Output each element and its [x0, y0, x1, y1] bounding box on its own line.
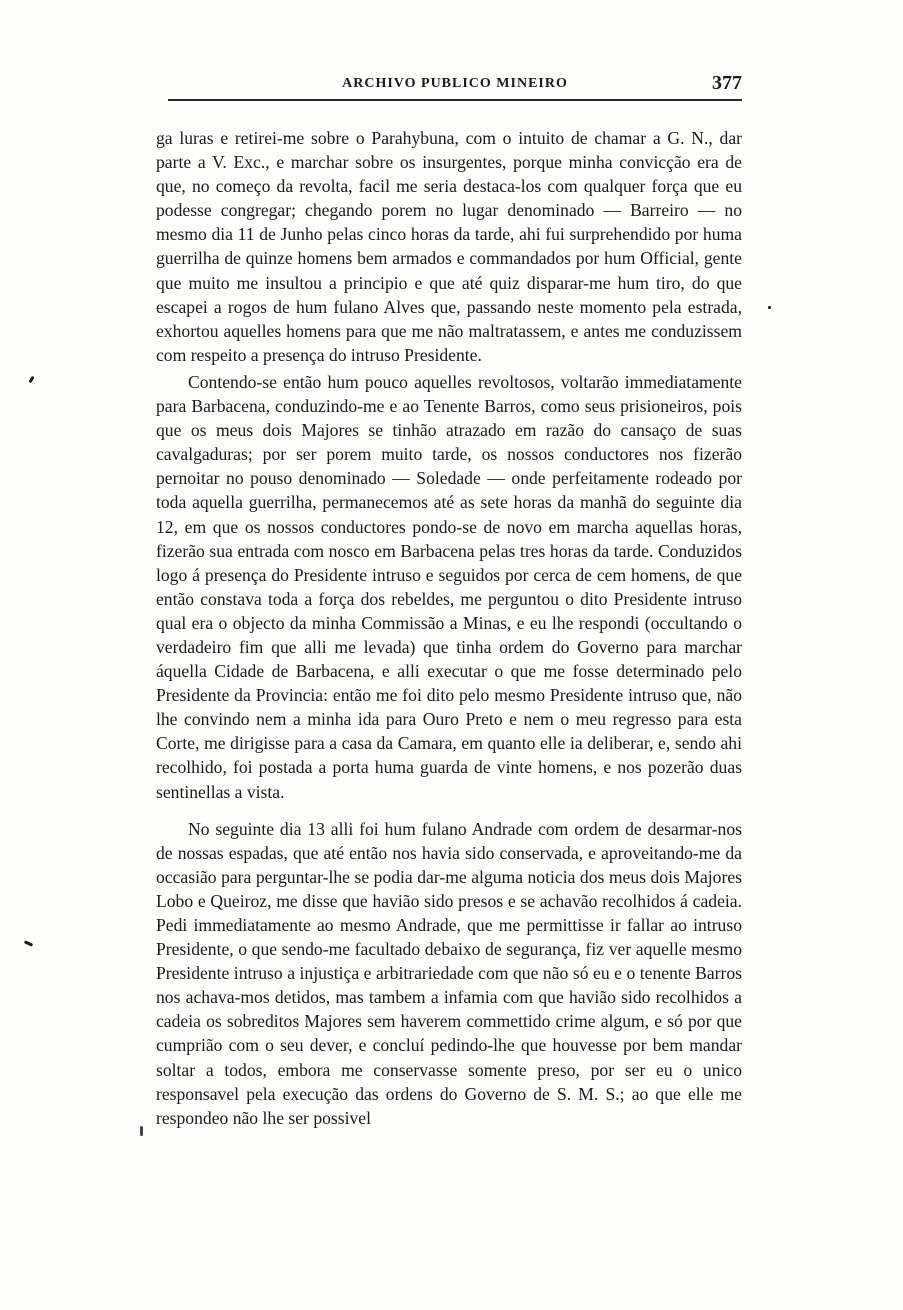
body-text — [156, 126, 742, 1130]
paragraph-continued: ga luras e retirei-me sobre o Parahybuna, com o intuito de chamar a G. N., dar parte a V. Exc., e marchar sobre os insurgentes, porque minha convicção era de que, no começo da revolta, facil me seria destaca-los com qualquer força que eu podesse congregar; chegando porem no lugar denominado — Barreiro — no mesmo dia 11 de Junho pelas cinco horas da tarde, ahi fui surprehendido por huma guerrilha de quinze homens bem armados e commandados por hum Official, gente que muito me insultou a principio e que até quiz disparar-me hum tiro, do que escapei a rogos de hum fulano Alves que, passando neste momento pela estrada, exhortou aquelles homens para que me não maltratassem, e antes me conduzissem com respeito a presença do intruso Presidente. — [156, 128, 742, 365]
paragraph-prisoners-barbacena: Contendo-se então hum pouco aquelles revoltosos, voltarão immediatamente para Barbacena, conduzindo-me e ao Tenente Barros, como seus prisioneiros, pois que os meus dois Majores se tinhão atrazado em razão do cansaço de suas cavalgaduras; por ser porem muito tarde, os nossos conductores nos fizerão pernoitar no pouso denominado — Soledade — onde perfeitamente rodeado por toda aquella guerrilha, permanecemos até as sete horas da manhã do seguinte dia 12, em que os nossos conductores pondo-se de novo em marcha aquellas horas, fizerão sua entrada com nosco em Barbacena pelas tres horas da tarde. Conduzidos logo á presença do Presidente intruso e seguidos por cerca de cem homens, de que então constava toda a força dos rebeldes, me perguntou o dito Presidente intruso qual era o objecto da minha Commissão a Minas, e eu lhe respondi (occultando o verdadeiro fim que alli me levada) que tinha ordem do Governo para marchar áquella Cidade de Barbacena, e alli executar o que me fosse determinado pelo Presidente da Provincia: então me foi dito pelo mesmo Presidente intruso que, não lhe convindo nem a minha ida para Ouro Preto e nem o meu regresso para esta Corte, me dirigisse para a casa da Camara, em quanto elle ia deliberar, e, sendo ahi recolhido, foi postada a porta huma guarda de vinte homens, e nos pozerão duas sentinellas a vista. — [156, 371, 742, 802]
running-head — [168, 68, 742, 108]
paragraph-dia-13: No seguinte dia 13 alli foi hum fulano Andrade com ordem de desarmar-nos de nossas espadas, que até então nos havia sido conservada, e aproveitando-me da occasião para perguntar-lhe se podia dar-me alguma noticia dos meus dois Majores Lobo e Queiroz, me disse que havião sido presos e se achavão recolhidos á cadeia. Pedi immediatamente ao mesmo Andrade, que me permittisse ir fallar ao intruso Presidente, o que sendo-me facultado debaixo de segurança, fiz ver aquelle mesmo Presidente intruso a injustiça e arbitrariedade com que não só eu e o tenente Barros nos achava-mos detidos, mas tambem a infamia com que havião sido recolhidos a cadeia os sobreditos Majores sem haverem commettido crime algum, e só por que cumprião com o seu dever, e concluí pedindo-lhe que houvesse por bem mandar soltar a todos, embora me conservasse somente preso, por ser eu o unico responsavel pela execução das ordens do Governo de S. M. S.; ao que elle me respondeo não lhe ser possivel — [156, 818, 742, 1128]
page-number: 377 — [712, 72, 742, 94]
margin-pencil-mark — [24, 940, 33, 947]
margin-pencil-mark — [140, 1126, 143, 1136]
margin-speck — [768, 306, 771, 309]
header-rule — [168, 99, 742, 101]
margin-pencil-mark — [28, 376, 34, 384]
running-title: ARCHIVO PUBLICO MINEIRO — [342, 76, 568, 91]
